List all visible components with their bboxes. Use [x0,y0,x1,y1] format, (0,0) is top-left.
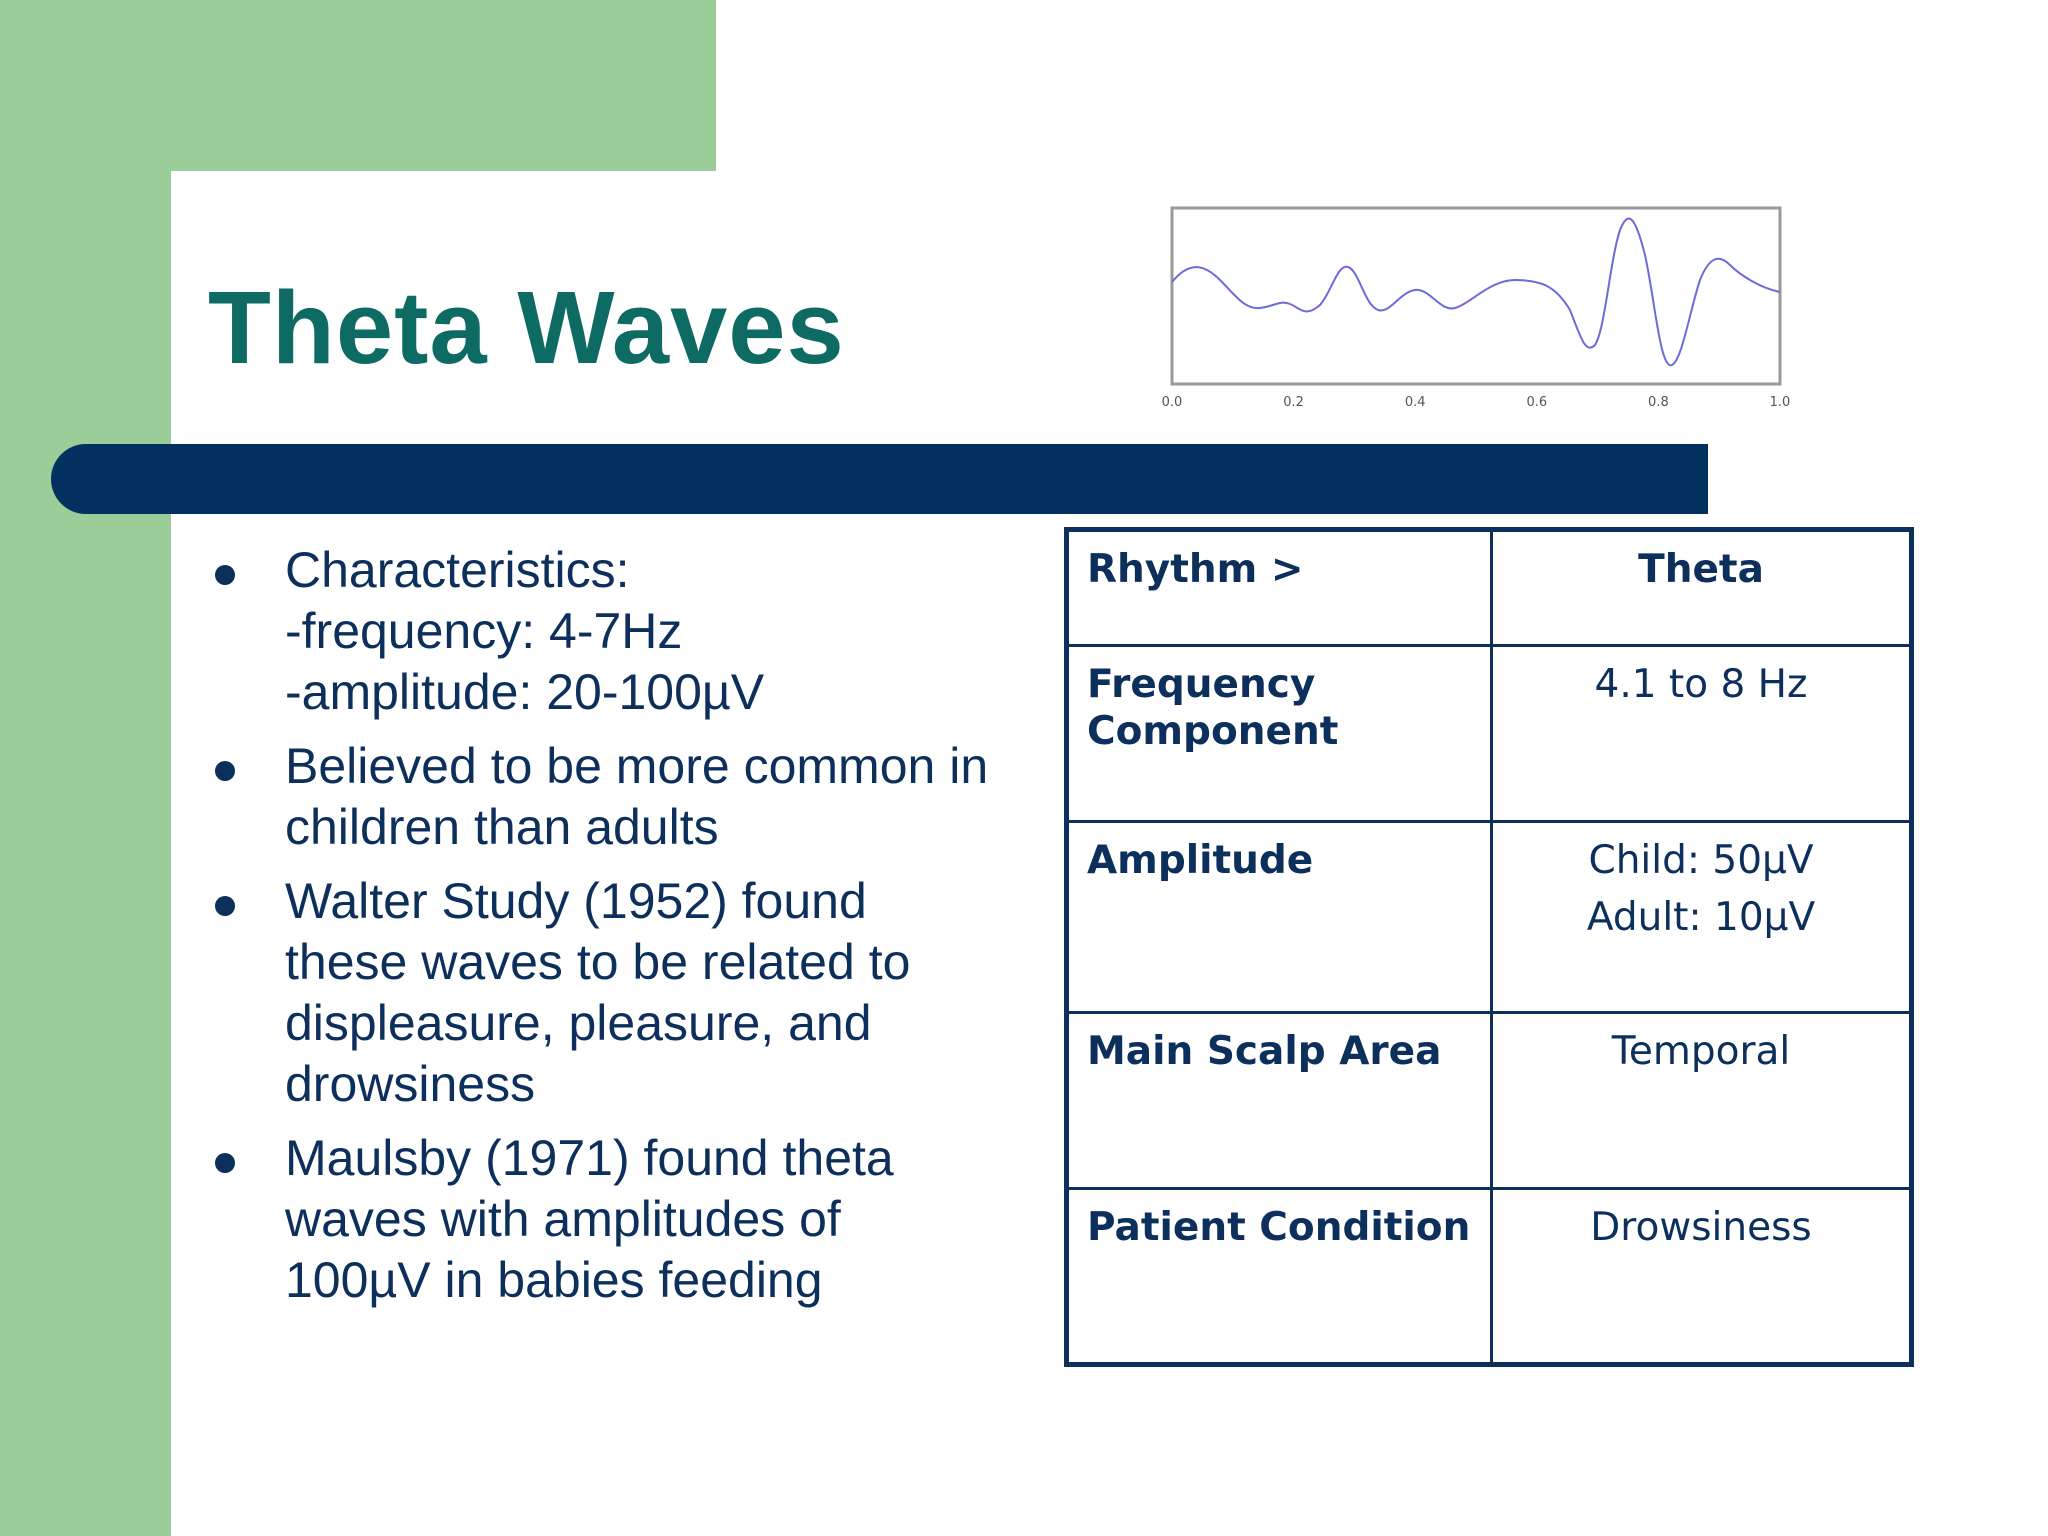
bullet-text: -frequency: 4-7Hz [285,603,683,659]
row-value-line: Adult: 10µV [1586,895,1816,940]
row-label-line: Component [1087,709,1339,754]
bullet-text: 100µV in babies feeding [285,1252,823,1308]
x-tick-label: 0.2 [1283,395,1304,410]
row-value: Drowsiness [1492,1189,1912,1365]
theta-waveform-figure [1160,200,1800,420]
table-row [1067,530,1912,646]
bullet-item [205,736,1035,858]
x-tick-label: 0.6 [1526,395,1548,410]
waveform-x-ticks [1162,395,1791,410]
row-label: Amplitude [1067,822,1492,1013]
row-value: Temporal [1492,1013,1912,1189]
x-tick-label: 1.0 [1769,395,1791,410]
row-label-line: Frequency [1087,662,1316,707]
table-row [1067,1013,1912,1189]
row-value: Theta [1492,530,1912,646]
bullet-dot-icon [215,565,235,585]
bullet-dot-icon [215,761,235,781]
table-row [1067,1189,1912,1365]
bullet-item [205,1128,1035,1311]
bullet-text: Characteristics: [285,542,630,598]
bullet-text: displeasure, pleasure, and [285,995,872,1051]
theta-properties-table [1064,527,1914,1367]
row-label: Main Scalp Area [1067,1013,1492,1189]
slide-title: Theta Waves [208,270,845,385]
bullet-item [205,540,1035,723]
bullet-text: children than adults [285,799,719,855]
row-label [1067,646,1492,822]
x-tick-label: 0.4 [1404,395,1426,410]
row-value-line: Child: 50µV [1588,838,1814,883]
bullet-item [205,871,1035,1115]
x-tick-label: 0.0 [1161,395,1183,410]
title-divider-bar [51,444,1708,514]
bullet-text: Maulsby (1971) found theta [285,1130,894,1186]
bullet-text: waves with amplitudes of [285,1191,841,1247]
table-row [1067,822,1912,1013]
bullet-dot-icon [215,1153,235,1173]
row-value [1492,822,1912,1013]
bullet-text: Believed to be more common in [285,738,989,794]
bullet-text: Walter Study (1952) found [285,873,867,929]
bullet-list [205,540,1035,1324]
bullet-text: these waves to be related to [285,934,911,990]
waveform-svg [1160,200,1800,420]
row-label: Patient Condition [1067,1189,1492,1365]
bullet-dot-icon [215,896,235,916]
row-label: Rhythm > [1067,530,1492,646]
green-side-band [0,0,171,1536]
x-tick-label: 0.8 [1648,395,1669,410]
table-row [1067,646,1912,822]
bullet-text: -amplitude: 20-100µV [285,664,765,720]
bullet-text: drowsiness [285,1056,536,1112]
row-value: 4.1 to 8 Hz [1492,646,1912,822]
